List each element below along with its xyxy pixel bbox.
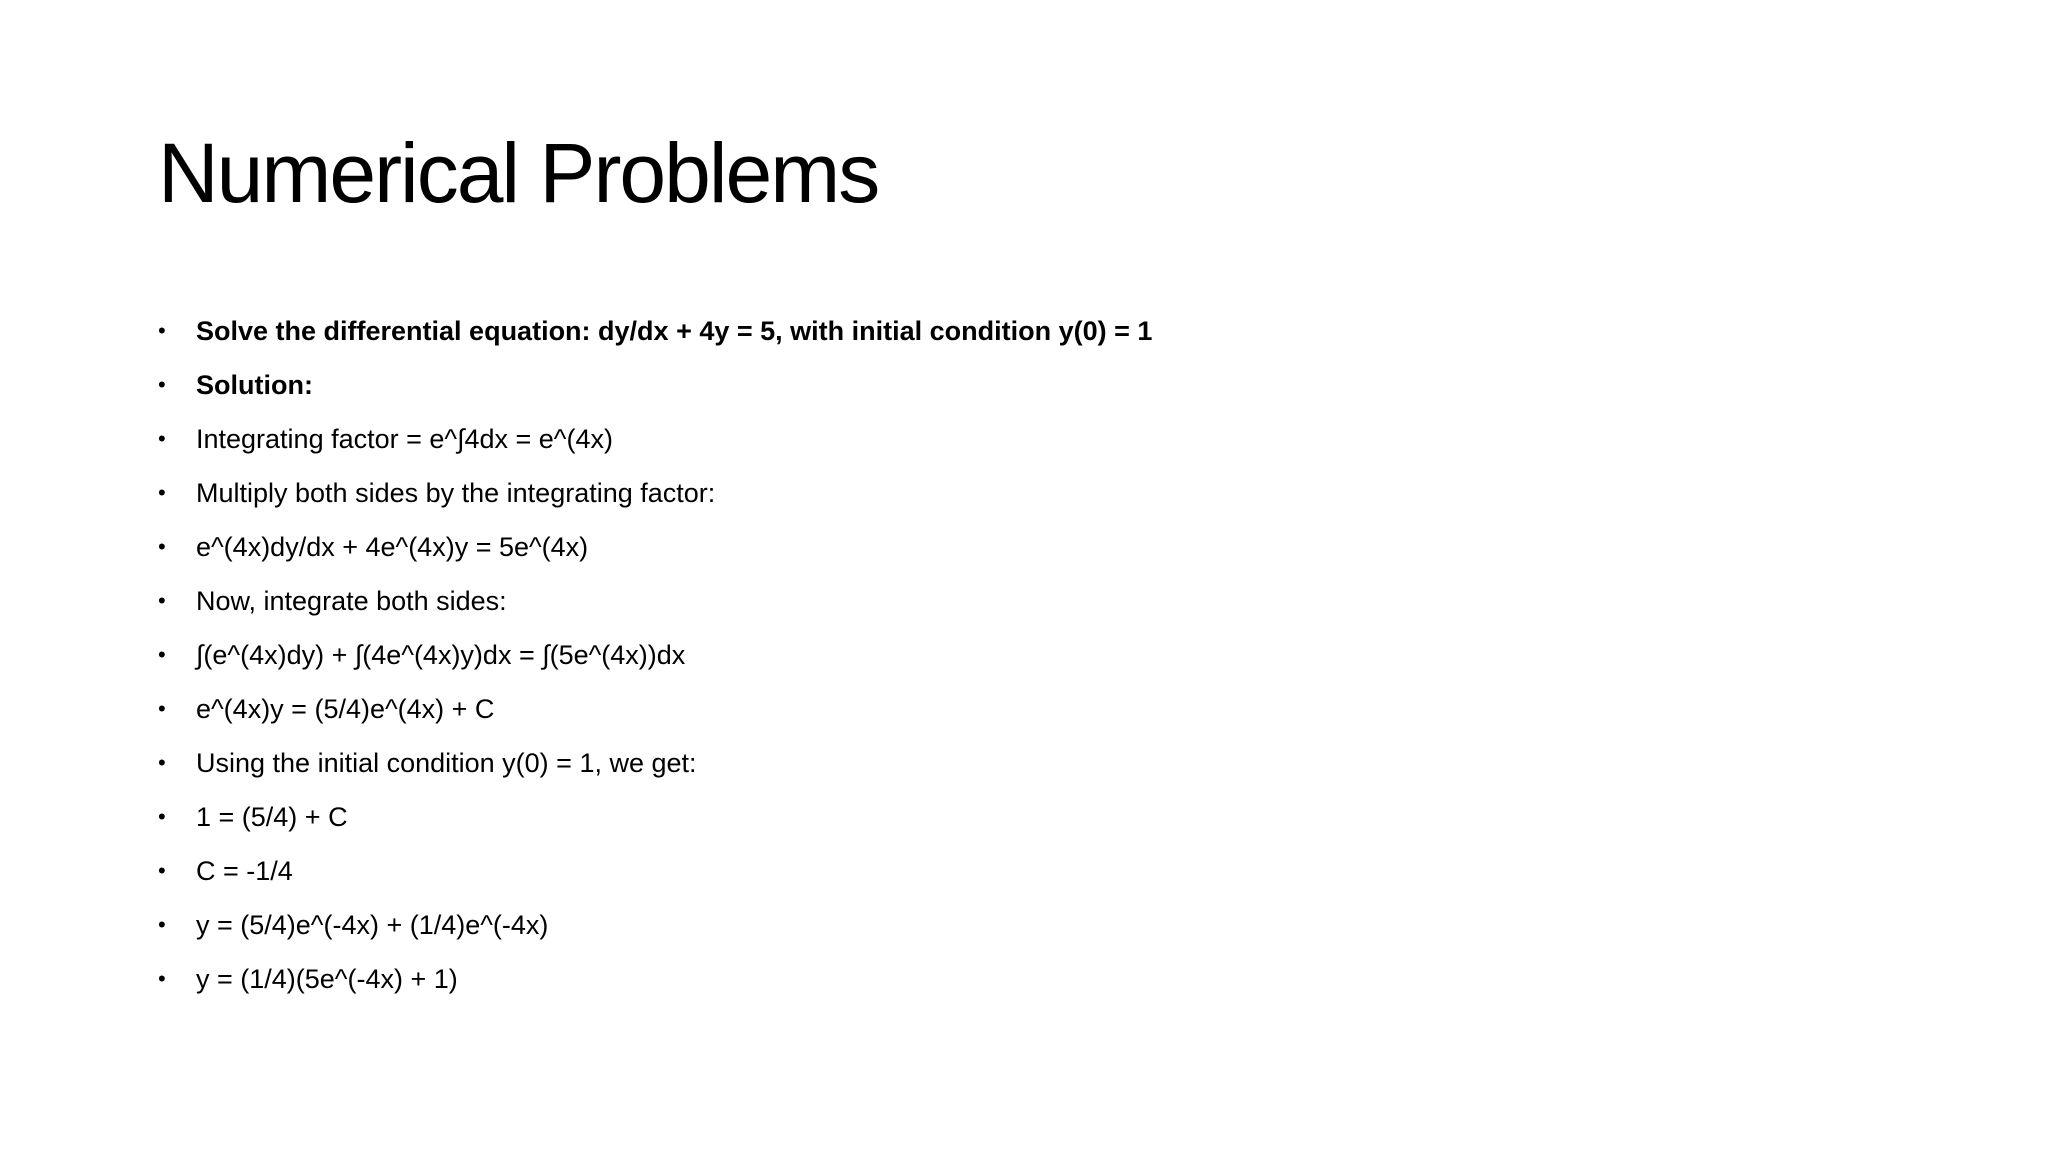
bullet-item [158, 904, 1858, 958]
bullet-text: e^(4x)dy/dx + 4e^(4x)y = 5e^(4x) [196, 532, 589, 562]
bullet-item [158, 850, 1858, 904]
bullet-item [158, 526, 1858, 580]
slide-title: Numerical Problems [158, 126, 879, 220]
bullet-item [158, 634, 1858, 688]
bullet-list [158, 310, 1858, 1012]
bullet-text: Now, integrate both sides: [196, 586, 507, 616]
bullet-text: Using the initial condition y(0) = 1, we get: [196, 748, 697, 778]
bullet-item [158, 472, 1858, 526]
bullet-item [158, 580, 1858, 634]
bullet-dot-icon: • [158, 588, 166, 613]
bullet-text: e^(4x)y = (5/4)e^(4x) + C [196, 694, 495, 724]
bullet-dot-icon: • [158, 696, 166, 721]
bullet-item-problem [158, 310, 1858, 364]
bullet-dot-icon: • [158, 642, 166, 667]
bullet-item [158, 742, 1858, 796]
bullet-text: y = (1/4)(5e^(-4x) + 1) [196, 964, 458, 994]
bullet-text: Solve the differential equation: dy/dx + 4y = 5, with initial condition y(0) = 1 [196, 316, 1153, 346]
bullet-dot-icon: • [158, 804, 166, 829]
bullet-dot-icon: • [158, 426, 166, 451]
bullet-text: Solution: [196, 370, 313, 400]
bullet-item [158, 688, 1858, 742]
bullet-item [158, 796, 1858, 850]
bullet-dot-icon: • [158, 966, 166, 991]
bullet-item [158, 958, 1858, 1012]
bullet-dot-icon: • [158, 480, 166, 505]
bullet-text: Integrating factor = e^∫4dx = e^(4x) [196, 424, 613, 454]
bullet-dot-icon: • [158, 372, 166, 397]
bullet-text: Multiply both sides by the integrating factor: [196, 478, 716, 508]
bullet-text: 1 = (5/4) + C [196, 802, 348, 832]
bullet-dot-icon: • [158, 912, 166, 937]
bullet-item-solution-heading [158, 364, 1858, 418]
bullet-dot-icon: • [158, 750, 166, 775]
bullet-dot-icon: • [158, 858, 166, 883]
bullet-text: y = (5/4)e^(-4x) + (1/4)e^(-4x) [196, 910, 549, 940]
bullet-dot-icon: • [158, 534, 166, 559]
bullet-text: ∫(e^(4x)dy) + ∫(4e^(4x)y)dx = ∫(5e^(4x))dx [196, 640, 686, 670]
bullet-dot-icon: • [158, 318, 166, 343]
bullet-item [158, 418, 1858, 472]
bullet-text: C = -1/4 [196, 856, 293, 886]
